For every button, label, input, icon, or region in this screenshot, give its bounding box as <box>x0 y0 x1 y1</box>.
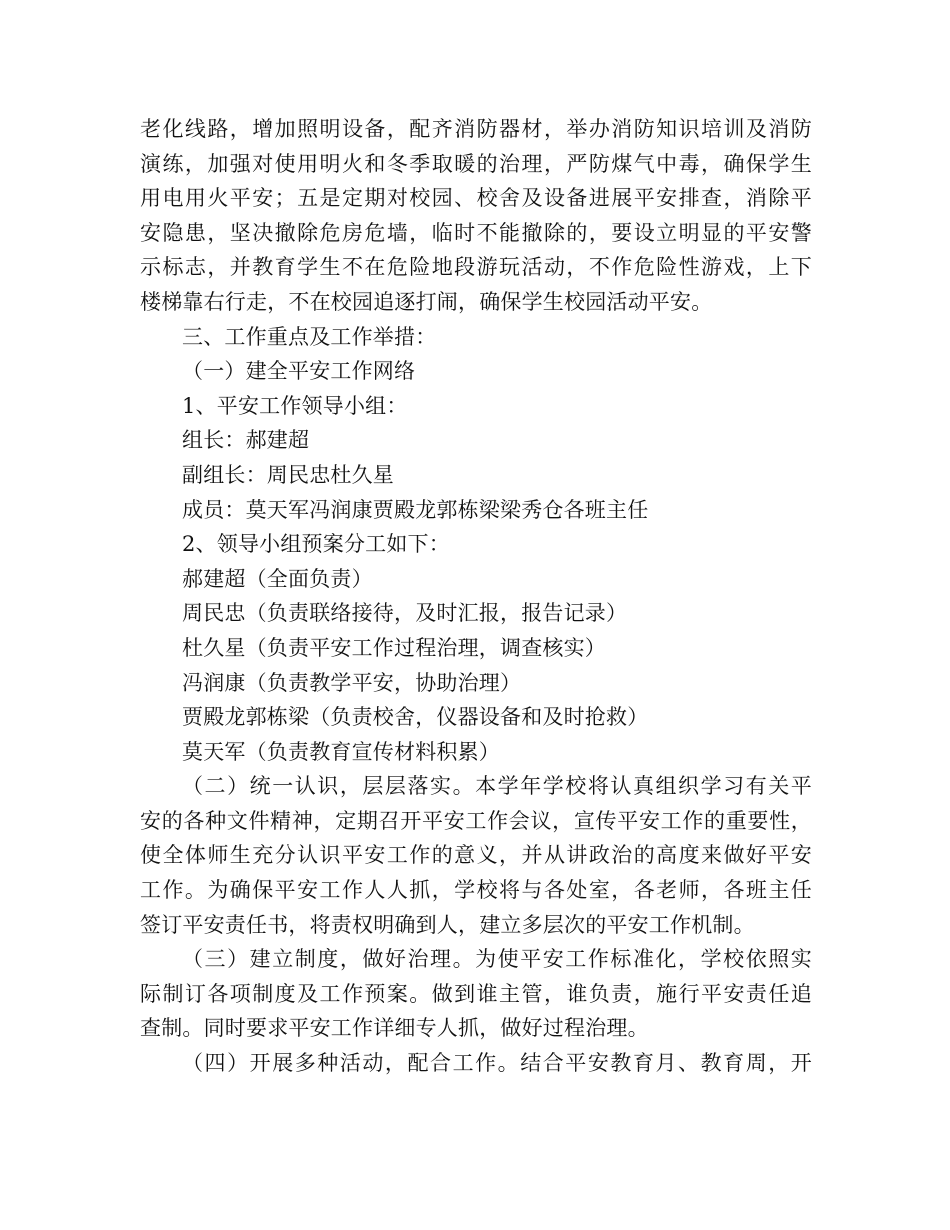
text-line: 演练，加强对使用明火和冬季取暖的治理，严防煤气中毒，确保学生 <box>140 151 812 176</box>
list-item: 郝建超（全面负责） <box>182 566 373 591</box>
paragraph-line: 签订平安责任书，将责权明确到人，建立多层次的平安工作机制。 <box>140 912 755 937</box>
text-line: 安隐患，坚决撤除危房危墙，临时不能撤除的，要设立明显的平安警 <box>140 220 812 245</box>
paragraph-line: 查制。同时要求平安工作详细专人抓，做好过程治理。 <box>140 1016 649 1041</box>
paragraph-line: （四）开展多种活动，配合工作。结合平安教育月、教育周，开 <box>182 1051 812 1076</box>
list-item: 周民忠（负责联络接待，及时汇报，报告记录） <box>182 601 628 626</box>
paragraph-line: （二）统一认识，层层落实。本学年学校将认真组织学习有关平 <box>182 774 812 799</box>
list-heading: 2、领导小组预案分工如下： <box>182 532 450 557</box>
text-line: 示标志，并教育学生不在危险地段游玩活动，不作危险性游戏，上下 <box>140 255 812 280</box>
text-line: 用电用火平安；五是定期对校园、校舍及设备进展平安排查，消除平 <box>140 186 812 211</box>
list-item: 成员：莫天军冯润康贾殿龙郭栋梁梁秀仓各班主任 <box>182 497 649 522</box>
document-body <box>140 112 812 1081</box>
paragraph-line: 工作。为确保平安工作人人抓，学校将与各处室，各老师，各班主任 <box>140 878 812 903</box>
subsection-heading: （一）建全平安工作网络 <box>182 359 416 384</box>
list-item: 副组长：周民忠杜久星 <box>182 462 394 487</box>
list-item: 组长：郝建超 <box>182 428 310 453</box>
list-item: 贾殿龙郭栋梁（负责校舍，仪器设备和及时抢救） <box>182 705 649 730</box>
list-item: 杜久星（负责平安工作过程治理，调查核实） <box>182 635 606 660</box>
list-item: 莫天军（负责教育宣传材料积累） <box>182 739 500 764</box>
paragraph-line: （三）建立制度，做好治理。为使平安工作标准化，学校依照实 <box>182 947 812 972</box>
list-item: 冯润康（负责教学平安，协助治理） <box>182 670 522 695</box>
list-heading: 1、平安工作领导小组： <box>182 393 408 418</box>
section-heading: 三、工作重点及工作举措： <box>182 324 437 349</box>
paragraph-line: 安的各种文件精神，定期召开平安工作会议，宣传平安工作的重要性， <box>140 808 812 833</box>
paragraph-line: 际制订各项制度及工作预案。做到谁主管，谁负责，施行平安责任追 <box>140 981 812 1006</box>
text-line: 老化线路，增加照明设备，配齐消防器材，举办消防知识培训及消防 <box>140 117 812 141</box>
text-line: 楼梯靠右行走，不在校园追逐打闹，确保学生校园活动平安。 <box>140 289 713 314</box>
paragraph-line: 使全体师生充分认识平安工作的意义，并从讲政治的高度来做好平安 <box>140 843 812 868</box>
